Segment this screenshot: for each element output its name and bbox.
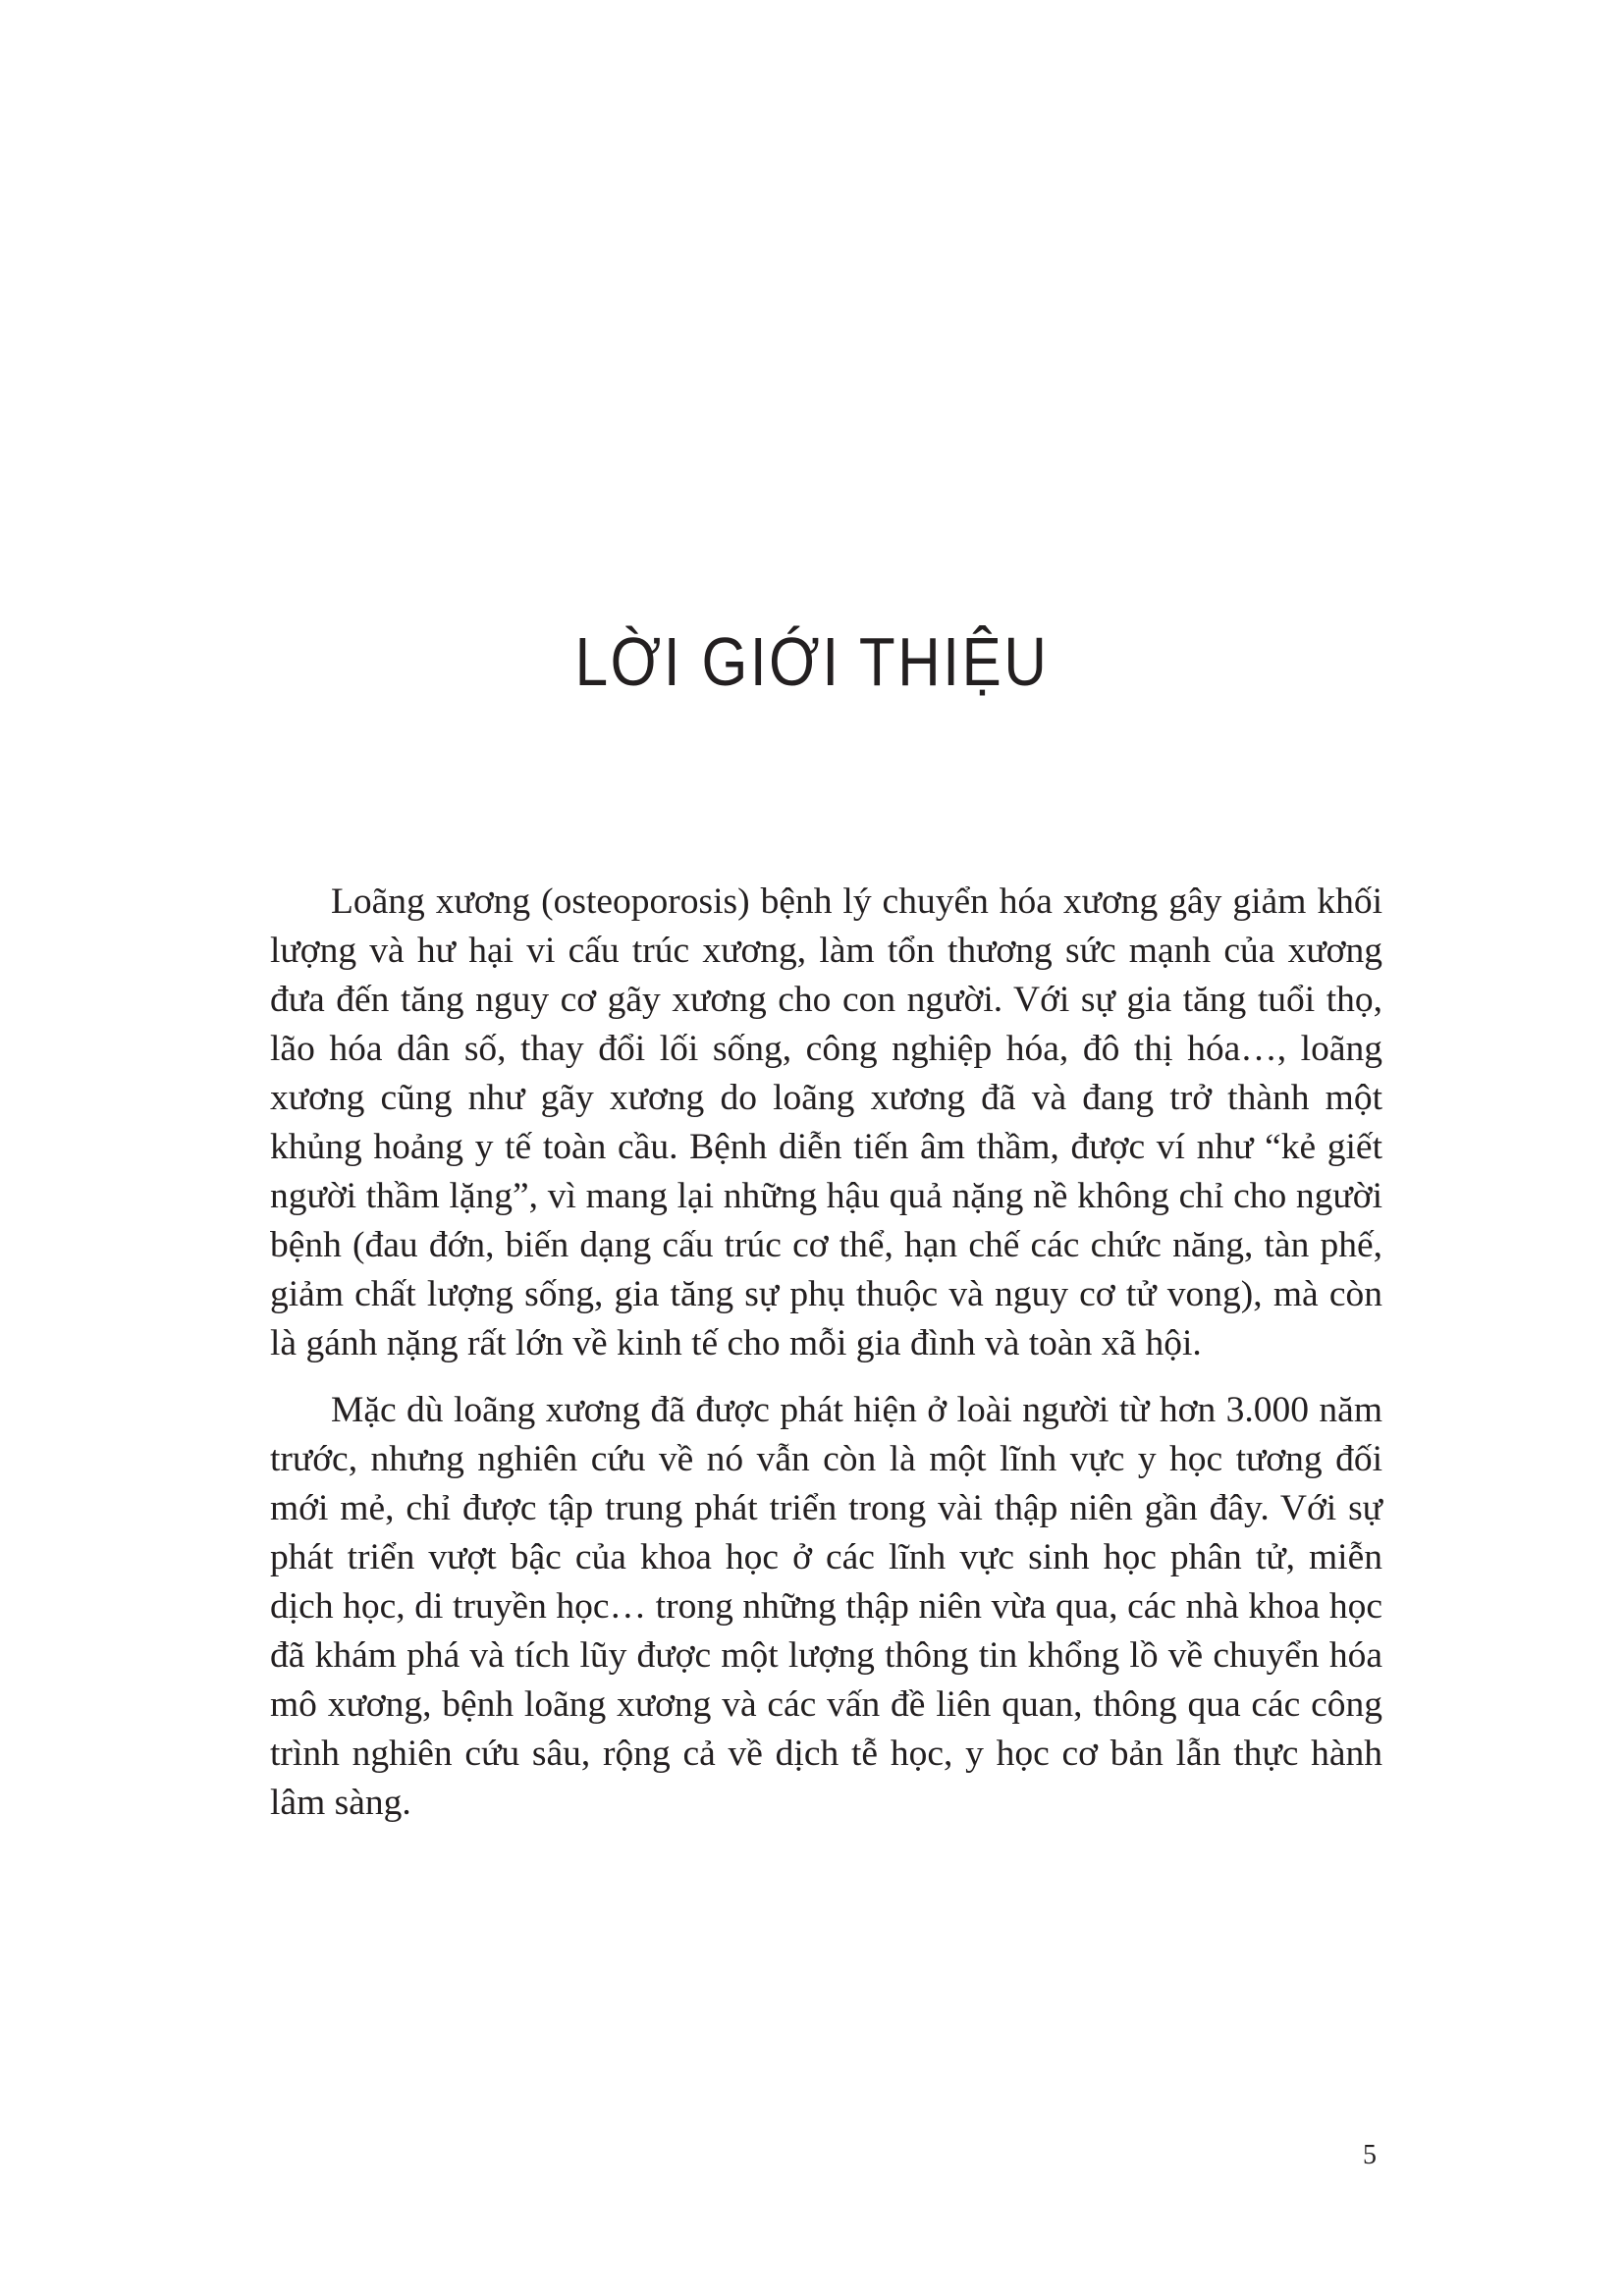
page-number: 5	[1363, 2140, 1377, 2170]
chapter-title: LỜI GIỚI THIỆU	[574, 623, 1050, 700]
paragraph-2: Mặc dù loãng xương đã được phát hiện ở loài người từ hơn 3.000 năm trước, nhưng nghiên cứu về nó vẫn còn là một lĩnh vực y học tương đối mới mẻ, chỉ được tập trung phát triển trong vài thập niên gần đây. Với sự phát triển vượt bậc của khoa học ở các lĩnh vực sinh học phân tử, miễn dịch học, di truyền học… trong những thập niên vừa qua, các nhà khoa học đã khám phá và tích lũy được một lượng thông tin khổng lồ về chuyển hóa mô xương, bệnh loãng xương và các vấn đề liên quan, thông qua các công trình nghiên cứu sâu, rộng cả về dịch tễ học, y học cơ bản lẫn thực hành lâm sàng.	[270, 1390, 1382, 1823]
body-text	[270, 878, 1382, 1845]
paragraph-1: Loãng xương (osteoporosis) bệnh lý chuyển hóa xương gây giảm khối lượng và hư hại vi cấu trúc xương, làm tổn thương sức mạnh của xương đưa đến tăng nguy cơ gãy xương cho con người. Với sự gia tăng tuổi thọ, lão hóa dân số, thay đổi lối sống, công nghiệp hóa, đô thị hóa…, loãng xương cũng như gãy xương do loãng xương đã và đang trở thành một khủng hoảng y tế toàn cầu. Bệnh diễn tiến âm thầm, được ví như “kẻ giết người thầm lặng”, vì mang lại những hậu quả nặng nề không chỉ cho người bệnh (đau đớn, biến dạng cấu trúc cơ thể, hạn chế các chức năng, tàn phế, giảm chất lượng sống, gia tăng sự phụ thuộc và nguy cơ tử vong), mà còn là gánh nặng rất lớn về kinh tế cho mỗi gia đình và toàn xã hội.	[270, 881, 1382, 1363]
